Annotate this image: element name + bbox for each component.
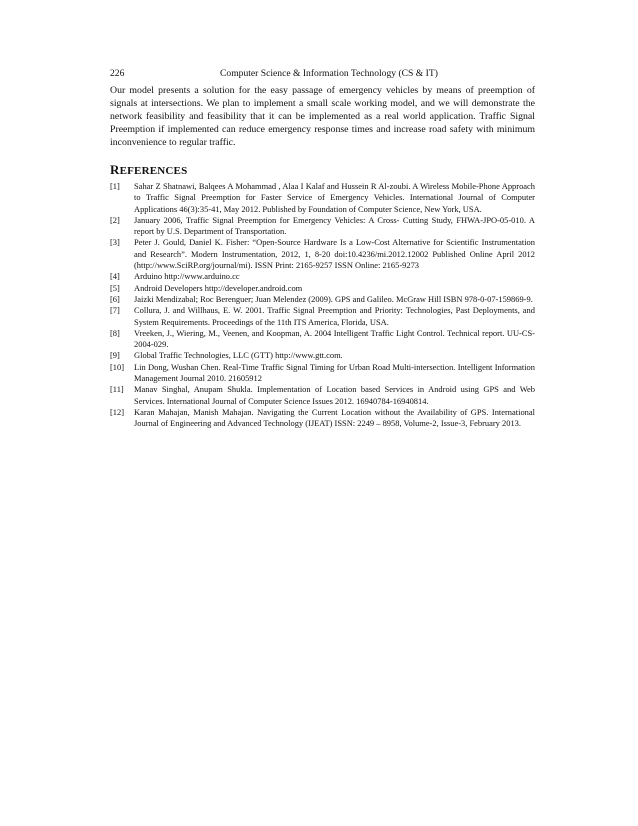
reference-number: [2]	[110, 214, 120, 225]
references-heading-initial: R	[110, 162, 120, 177]
reference-text: Manav Singhal, Anupam Shukla. Implementation of Location based Services in Android using GPS and Web Services. International Journal of Computer Science Issues 2012. 16940784-16940814.	[134, 384, 535, 406]
conclusion-paragraph: Our model presents a solution for the easy passage of emergency vehicles by means of preemption of signals at intersections. We plan to implement a small scale working model, and we will demonstrate the network feasibility and feasibility that it can be implemented as a real world application. Traffic Signal Preemption if implemented can reduce emergency response times and increase road safety with minimum inconvenience to regular traffic.	[110, 85, 535, 148]
reference-item	[110, 237, 535, 271]
reference-text: Jaizki Mendizabal; Roc Berenguer; Juan Melendez (2009). GPS and Galileo. McGraw Hill ISBN 978-0-07-159869-9.	[134, 293, 533, 304]
references-heading	[110, 162, 187, 178]
reference-text: Peter J. Gould, Daniel K. Fisher: “Open-Source Hardware Is a Low-Cost Alternative for Scientific Instrumentation and Research”. Modern Instrumentation, 2012, 1, 8-20 doi:10.4236/mi.2012.12002 Published Online April 2012 (http://www.SciRP.org/journal/mi). ISSN Print: 2165-9257 ISSN Online: 2165-9273	[134, 237, 535, 271]
reference-number: [1]	[110, 181, 120, 191]
reference-number: [4]	[110, 271, 120, 282]
reference-list	[110, 181, 535, 430]
reference-item	[110, 283, 535, 294]
reference-text: Karan Mahajan, Manish Mahajan. Navigating the Current Location without the Availability of GPS. International Journal of Engineering and Advanced Technology (IJEAT) ISSN: 2249 – 8958, Volume-2, Issue-3, February 2013.	[134, 406, 535, 429]
reference-item	[110, 350, 535, 361]
page-number: 226	[110, 68, 125, 79]
reference-text: Collura, J. and Willhaus, E. W. 2001. Traffic Signal Preemption and Priority: Technologies, Past Deployments, and System Requirements. Proceedings of the 11th ITS America, Florida, USA.	[134, 305, 535, 327]
page-header	[110, 67, 530, 81]
reference-item	[110, 305, 535, 328]
reference-item	[110, 271, 535, 282]
reference-item	[110, 384, 535, 407]
reference-item	[110, 294, 535, 305]
reference-number: [7]	[110, 305, 120, 316]
reference-item	[110, 407, 535, 430]
reference-text: Arduino http://www.arduino.cc	[134, 271, 240, 282]
reference-text: Android Developers http://developer.android.com	[134, 282, 303, 293]
reference-number: [8]	[110, 327, 120, 338]
reference-item	[110, 181, 535, 215]
reference-item	[110, 215, 535, 238]
reference-number: [11]	[110, 384, 124, 395]
reference-text: Global Traffic Technologies, LLC (GTT) http://www.gtt.com.	[134, 350, 343, 361]
reference-text: Sahar Z Shatnawi, Balqees A Mohammad , Alaa I Kalaf and Hussein R Al-zoubi. A Wireless Mobile-Phone Approach to Traffic Signal Preemption for Faster Service of Emergency Vehicles. International Journal of Computer Applications 46(3):35-41, May 2012. Published by Foundation of Computer Science, New York, USA.	[134, 181, 535, 214]
reference-text: January 2006, Traffic Signal Preemption for Emergency Vehicles: A Cross- Cutting Study, FHWA-JPO-05-010. A report by U.S. Department of Transportation.	[134, 214, 535, 237]
reference-number: [9]	[110, 350, 120, 361]
references-heading-rest: EFERENCES	[119, 165, 188, 177]
reference-number: [6]	[110, 293, 120, 304]
reference-number: [12]	[110, 406, 125, 417]
reference-item	[110, 328, 535, 351]
reference-number: [3]	[110, 237, 120, 248]
reference-number: [10]	[110, 361, 125, 372]
reference-text: Vreeken, J., Wiering, M., Veenen, and Koopman, A. 2004 Intelligent Traffic Light Control. Technical report. UU-CS-2004-029.	[134, 327, 535, 350]
running-head: Computer Science & Information Technology (CS & IT)	[220, 68, 438, 79]
reference-text: Lin Dong, Wushan Chen. Real-Time Traffic Signal Timing for Urban Road Multi-intersection. Intelligent Information Management Journal 2010. 21605912	[134, 361, 535, 384]
reference-number: [5]	[110, 282, 120, 293]
reference-item	[110, 362, 535, 385]
